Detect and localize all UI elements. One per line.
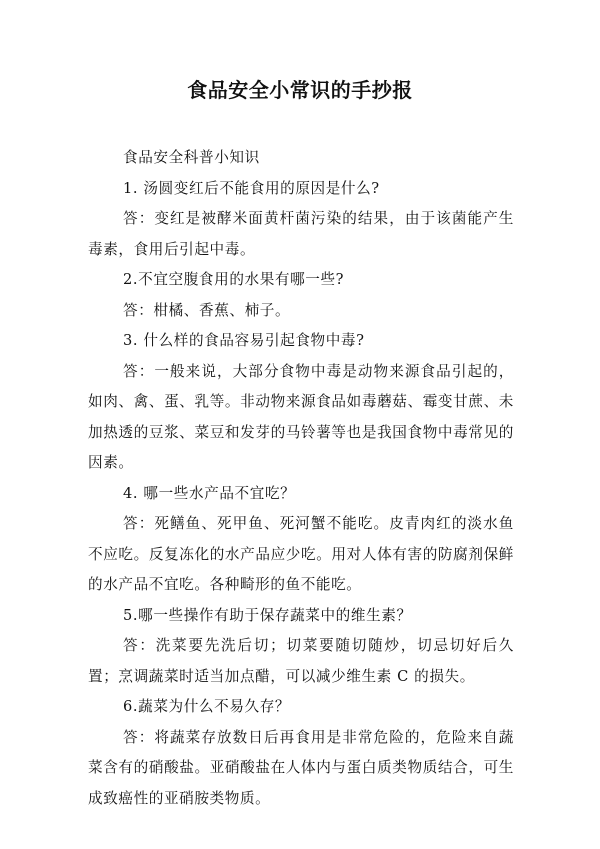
question-6: 6.蔬菜为什么不易久存？: [123, 698, 291, 715]
question-3: 3. 什么样的食品容易引起食物中毒?: [123, 332, 365, 349]
page-title: 食品安全小常识的手抄报: [187, 78, 413, 102]
question-1: 1. 汤圆变红后不能食用的原因是什么?: [123, 179, 380, 197]
question-5: 5.哪一些操作有助于保存蔬菜中的维生素？: [123, 606, 412, 624]
answer-2: 答：柑橘、香蕉、柿子。: [123, 301, 291, 319]
subtitle-paragraph: 食品安全科普小知识: [123, 149, 260, 166]
answer-1: 答：变红是被酵米面黄杆菌污染的结果，由于该菌能产生毒素，食用后引起中毒。: [88, 210, 514, 258]
answer-5: 答：洗菜要先洗后切；切菜要随切随炒，切忌切好后久置；烹调蔬菜时适当加点醋，可以减少维生素 C 的损失。: [88, 637, 514, 685]
answer-3: 答：一般来说，大部分食物中毒是动物来源食品引起的，如肉、禽、蛋、乳等。非动物来源食品如毒蘑菇、霉变甘蔗、未加热透的豆浆、菜豆和发芽的马铃薯等也是我国食物中毒常见的因素。: [88, 362, 514, 471]
article-body: [88, 143, 514, 814]
answer-6: 答：将蔬菜存放数日后再食用是非常危险的，危险来自蔬菜含有的硝酸盐。亚硝酸盐在人体内与蛋白质类物质结合，可生成致癌性的亚硝胺类物质。: [88, 728, 514, 807]
answer-4: 答：死鳝鱼、死甲鱼、死河蟹不能吃。皮青肉红的淡水鱼不应吃。反复冻化的水产品应少吃。用对人体有害的防腐剂保鲜的水产品不宜吃。各种畸形的鱼不能吃。: [88, 515, 514, 593]
question-4: 4. 哪一些水产品不宜吃？: [123, 484, 296, 502]
question-2: 2.不宜空腹食用的水果有哪一些?: [123, 271, 345, 288]
